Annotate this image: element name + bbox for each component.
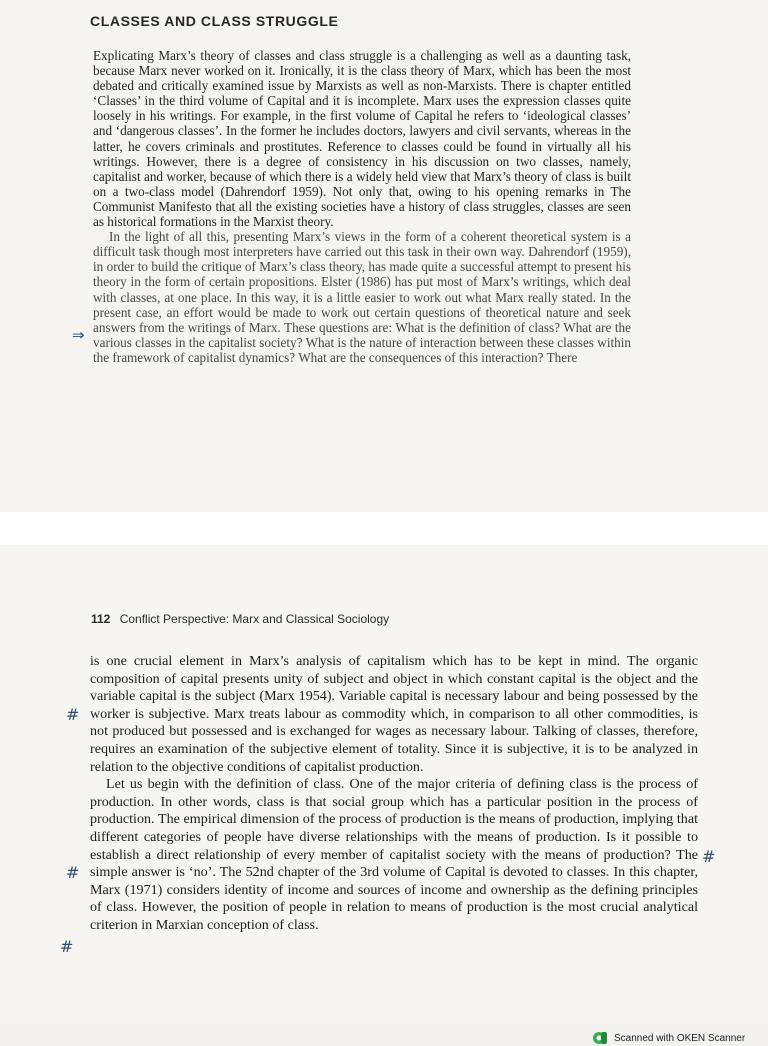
section-title: CLASSES AND CLASS STRUGGLE xyxy=(90,13,339,29)
margin-hash-mark-2: # xyxy=(66,863,80,882)
bottom-paragraph-2: Let us begin with the definition of class. One of the major criteria of defining class is the process of production. In other words, class is that social group which has a particular position in the process of production. The empirical dimension of the process of production is the means of production, implying that different categories of people have diverse relationships with the means of production. Is it possible to establish a direct relationship of every member of capitalist society with the means of production? The simple answer is ‘no’. The 52nd chapter of the 3rd volume of Capital is devoted to classes. In this chapter, Marx (1971) considers identity of income and sources of income and ownership as the defining principles of class. However, the position of people in relation to means of production is the most crucial analytical criterion in Marxian conception of class. xyxy=(90,776,698,933)
top-scanned-page xyxy=(0,0,768,512)
bottom-scanned-page xyxy=(0,545,768,1024)
top-page-body xyxy=(93,48,631,365)
margin-hash-mark-right: # xyxy=(702,847,716,866)
running-head-title: Conflict Perspective: Marx and Classical Sociology xyxy=(119,612,390,626)
bottom-page-body xyxy=(90,653,698,935)
top-paragraph-1: Explicating Marx’s theory of classes and class struggle is a challenging as well as a daunting task, because Marx never worked on it. Ironically, it is the class theory of Marx, which has been the most debated and critically examined issue by Marxists as well as non-Marxists. There is chapter entitled ‘Classes’ in the third volume of Capital and it is incomplete. Marx uses the expression classes quite loosely in his writings. For example, in the first volume of Capital he refers to ‘ideological classes’ and ‘dangerous classes’. In the former he includes doctors, lawyers and civil servants, whereas in the latter, he covers criminals and prostitutes. Reference to classes could be found in virtually all his writings. However, there is a degree of consistency in his discussion on two classes, namely, capitalist and worker, because of which there is a widely held view that Marx’s theory of class is built on a two-class model (Dahrendorf 1959). Not only that, owing to his opening remarks in The Communist Manifesto that all the existing societies have a history of class struggles, classes are seen as historical formations in the Marxist theory. xyxy=(93,48,631,230)
scanner-badge-label: Scanned with OKEN Scanner xyxy=(614,1032,746,1044)
oken-scanner-logo-icon xyxy=(592,1031,608,1045)
margin-hash-mark-1: # xyxy=(66,705,80,724)
page-number: 112 xyxy=(91,612,111,626)
margin-hash-mark-3: # xyxy=(60,937,74,956)
scanner-badge xyxy=(592,1030,745,1046)
top-paragraph-2: In the light of all this, presenting Marx’s views in the form of a coherent theoretical system is a difficult task though most interpreters have carried out this task in their own way. Dahrendorf (1959), in order to build the critique of Marx’s class theory, has made quite a successful attempt to present his theory in the form of certain propositions. Elster (1986) has put most of Marx’s writings, which deal with classes, at one place. In this way, it is a little easier to work out what Marx really stated. In the present case, an effort would be made to work out certain questions of theoretical nature and seek answers from the writings of Marx. These questions are: What is the definition of class? What are the various classes in the capitalist society? What is the nature of interaction between these classes within the framework of capitalist dynamics? What are the consequences of this interaction? There xyxy=(93,229,631,365)
bottom-paragraph-1: is one crucial element in Marx’s analysis of capitalism which has to be kept in mind. The organic composition of capital presents unity of subject and object in which constant capital is the object and the variable capital is the subject (Marx 1954). Variable capital is necessary labour and being possessed by the worker is subjective. Marx treats labour as commodity which, in comparison to all other commodities, is not produced but possessed and is exchanged for wages as necessary labour. Talking of classes, therefore, requires an examination of the subjective element of totality. Since it is subjective, it is to be analyzed in relation to the objective conditions of capitalist production. xyxy=(90,653,698,775)
margin-arrow-mark: ⇒ xyxy=(72,326,85,344)
running-head xyxy=(91,612,389,626)
